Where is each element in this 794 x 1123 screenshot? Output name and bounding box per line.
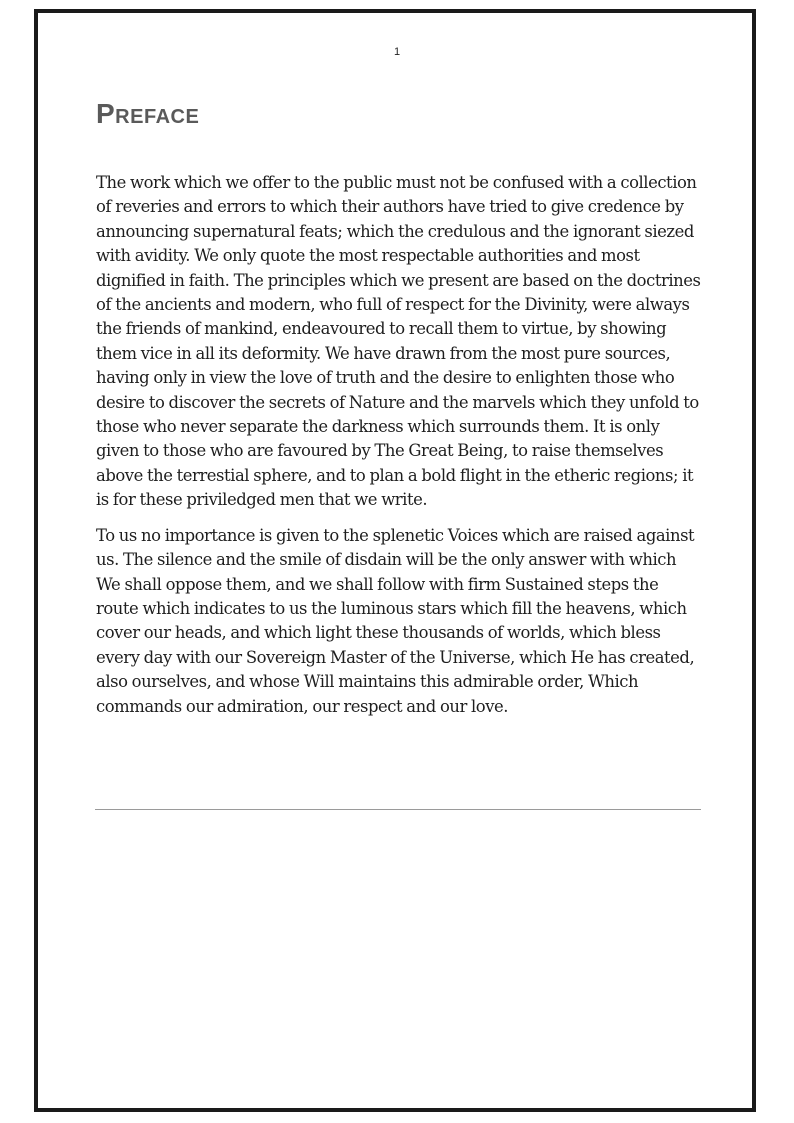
- page-number: 1: [393, 46, 401, 58]
- body-text: [96, 171, 701, 730]
- horizontal-divider: [95, 809, 701, 810]
- paragraph-2: To us no importance is given to the splenetic Voices which are raised against us. The silence and the smile of disdain will be the only answer with which We shall oppose them, and we shall follow with firm Sustained steps the route which indicates to us the luminous stars which fill the heavens, which cover our heads, and which light these thousands of worlds, which bless every day with our Sovereign Master of the Universe, which He has created, also ourselves, and whose Will maintains this admirable order, Which commands our admiration, our respect and our love.: [96, 525, 695, 716]
- page-title: Preface: [96, 98, 200, 129]
- paragraph-1: The work which we offer to the public must not be confused with a collection of reveries and errors to which their authors have tried to give credence by announcing supernatural feats; which the credulous and the ignorant siezed with avidity. We only quote the most respectable authorities and most dignified in faith. The principles which we present are based on the doctrines of the ancients and modern, who full of respect for the Divinity, were always the friends of mankind, endeavoured to recall them to virtue, by showing them vice in all its deformity. We have drawn from the most pure sources, having only in view the love of truth and the desire to enlighten those who desire to discover the secrets of Nature and the marvels which they unfold to those who never separate the darkness which surrounds them. It is only given to those who are favoured by The Great Being, to raise themselves above the terrestial sphere, and to plan a bold flight in the etheric regions; it is for these priviledged men that we write.: [96, 173, 701, 510]
